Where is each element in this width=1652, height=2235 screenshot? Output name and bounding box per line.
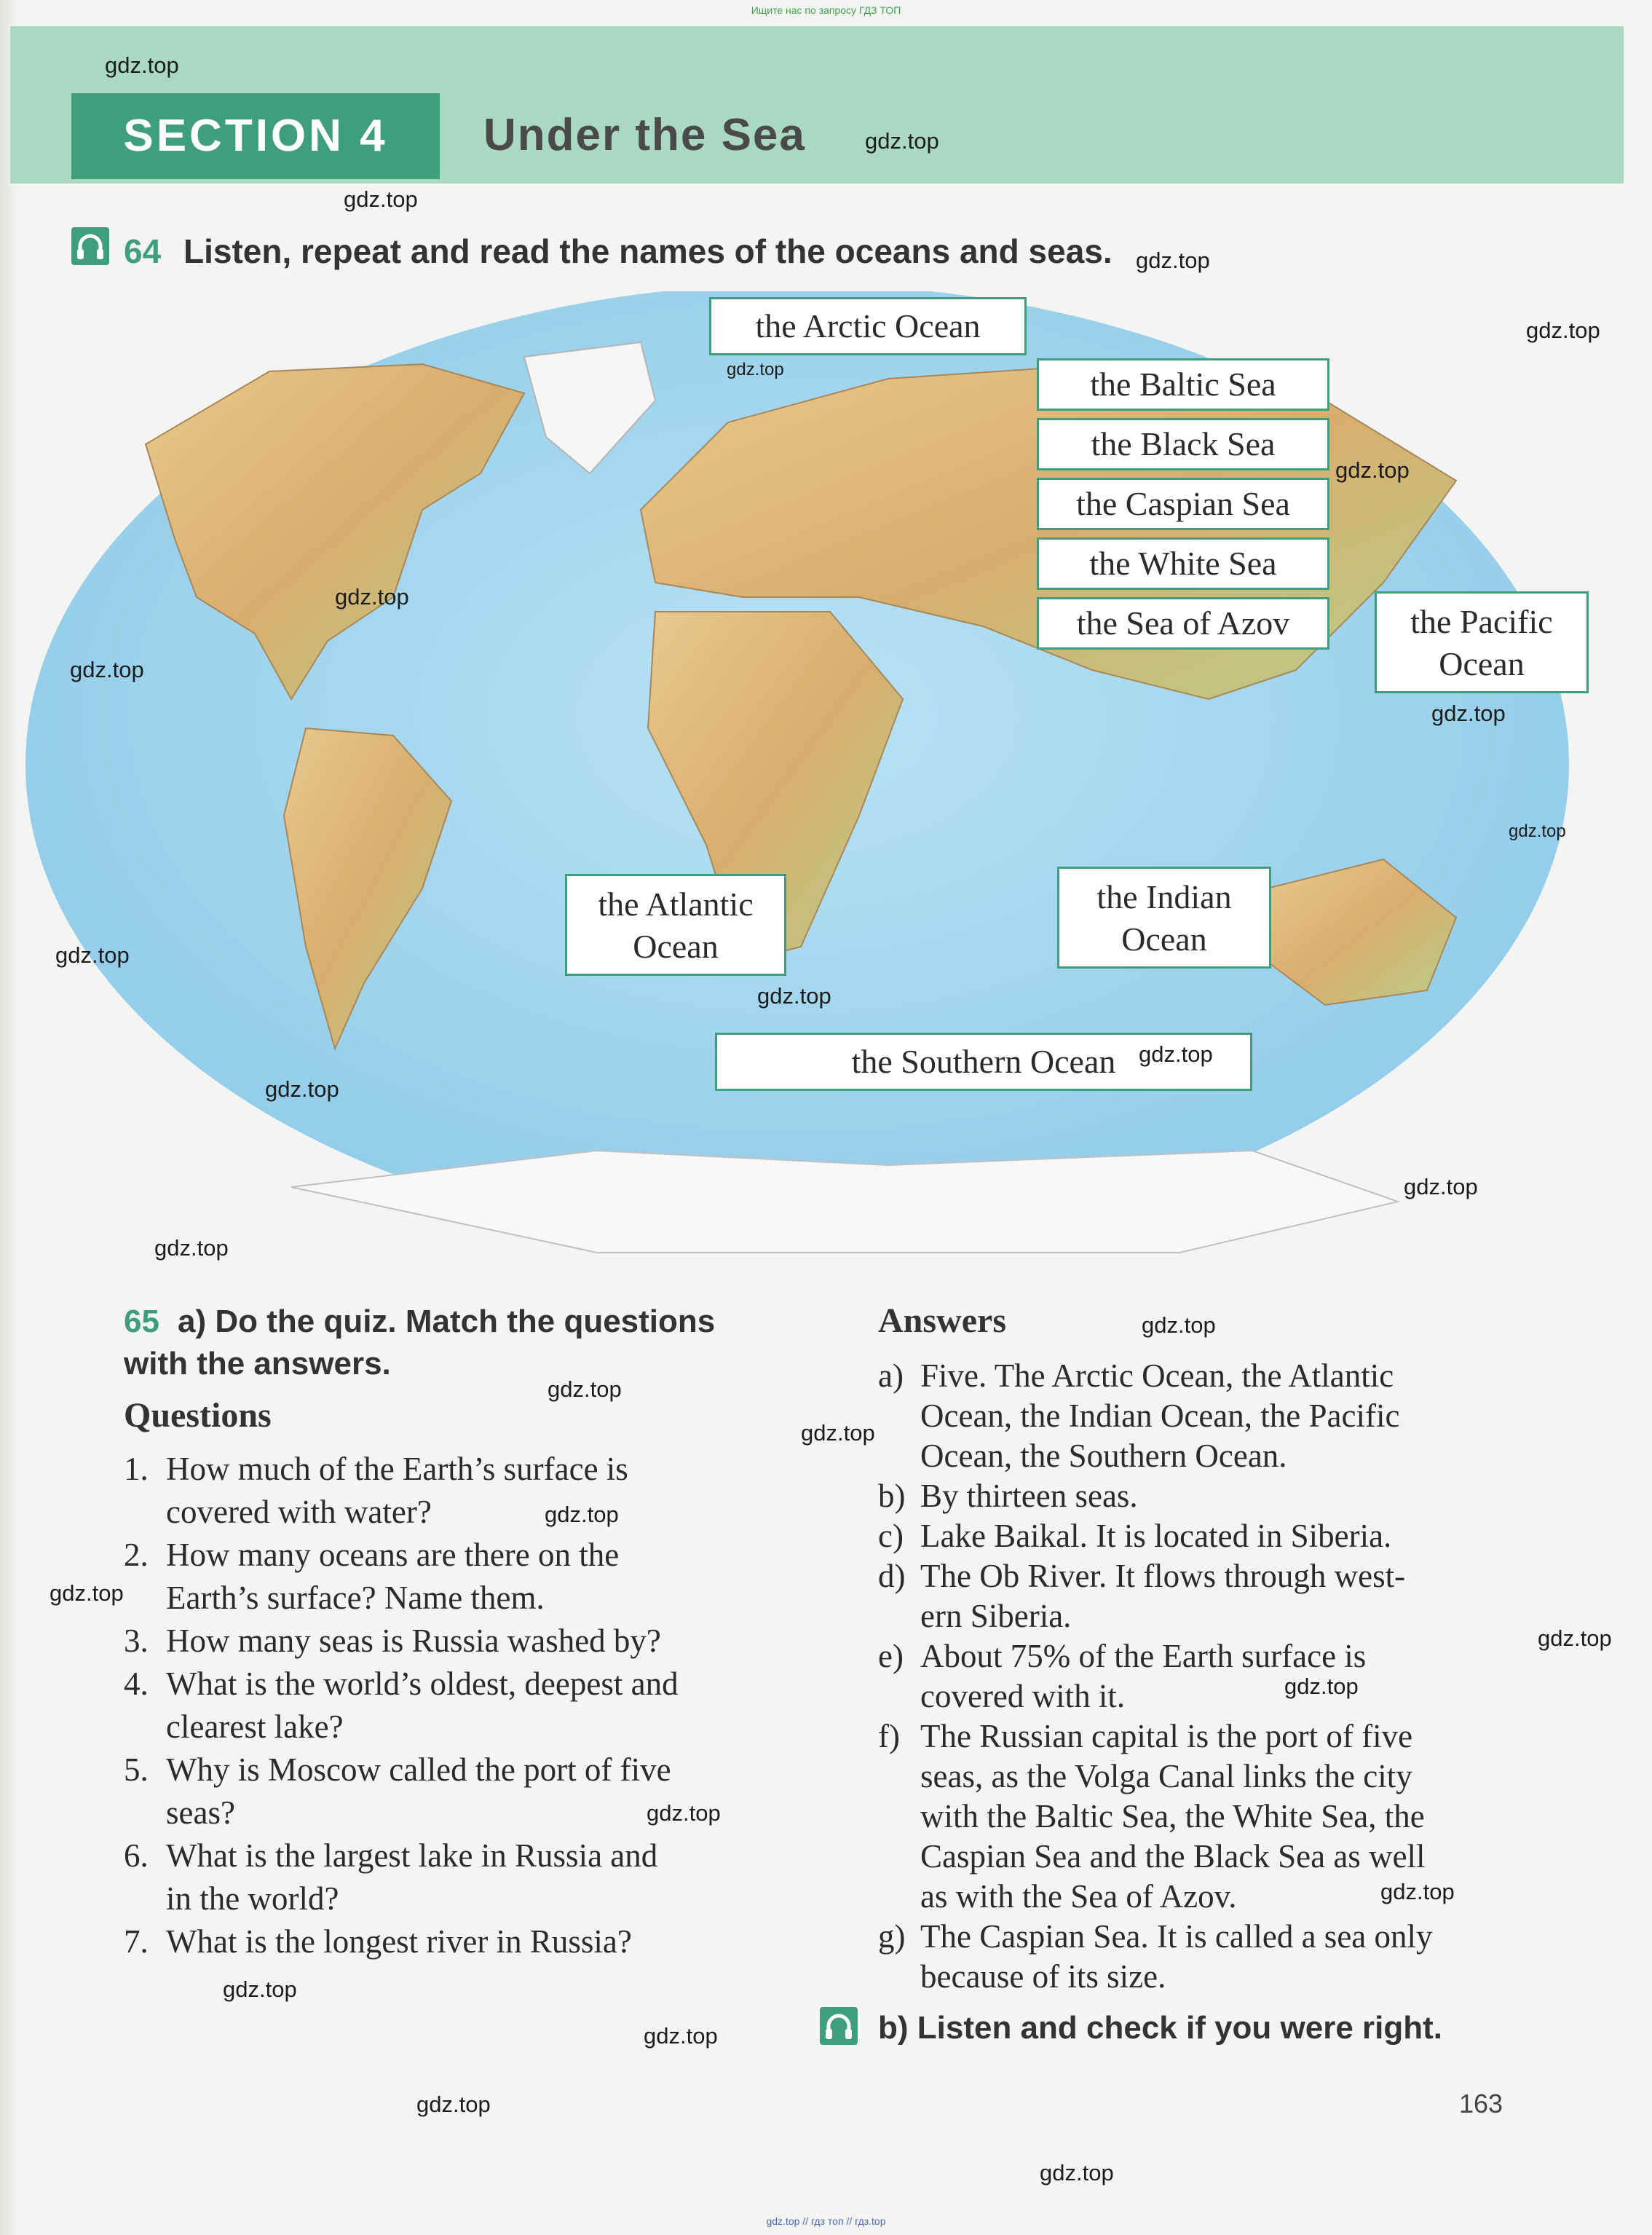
watermark: gdz.top bbox=[55, 942, 130, 968]
item-text-line: as with the Sea of Azov. bbox=[920, 1878, 1237, 1915]
item-text-line: What is the largest lake in Russia and bbox=[166, 1837, 658, 1874]
label-white-sea: the White Sea bbox=[1037, 537, 1329, 590]
item-text-line: Caspian Sea and the Black Sea as well bbox=[920, 1838, 1426, 1875]
watermark: gdz.top bbox=[223, 1976, 297, 2002]
list-item bbox=[878, 1915, 1504, 1995]
list-item bbox=[124, 1534, 750, 1620]
list-item bbox=[878, 1635, 1504, 1715]
watermark: gdz.top bbox=[757, 983, 831, 1009]
watermark: gdz.top bbox=[154, 1235, 229, 1261]
list-item bbox=[878, 1355, 1504, 1475]
watermark: gdz.top bbox=[1136, 248, 1210, 273]
item-text-line: How much of the Earth’s surface is bbox=[166, 1451, 628, 1487]
item-number: a) bbox=[878, 1357, 904, 1394]
item-text-line: covered with water? bbox=[166, 1494, 432, 1530]
list-item bbox=[124, 1620, 750, 1663]
watermark: gdz.top bbox=[1431, 701, 1506, 726]
top-note: Ищите нас по запросу ГДЗ ТОП bbox=[751, 4, 901, 16]
item-number: e) bbox=[878, 1638, 904, 1674]
watermark: gdz.top bbox=[727, 360, 784, 379]
label-baltic-sea: the Baltic Sea bbox=[1037, 358, 1329, 411]
item-text-line: in the world? bbox=[166, 1880, 339, 1917]
watermark: gdz.top bbox=[1139, 1041, 1213, 1067]
item-number: 6. bbox=[124, 1837, 149, 1874]
label-indian-line-1: the Indian bbox=[1096, 878, 1232, 915]
item-text-line: Ocean, the Southern Ocean. bbox=[920, 1438, 1287, 1474]
watermark: gdz.top bbox=[801, 1420, 875, 1446]
list-item bbox=[878, 1515, 1504, 1555]
item-number: g) bbox=[878, 1918, 906, 1955]
item-text-line: What is the world’s oldest, deepest and bbox=[166, 1666, 679, 1702]
questions-list bbox=[124, 1448, 750, 1958]
section-title: Under the Sea bbox=[483, 110, 806, 160]
item-text-line: clearest lake? bbox=[166, 1708, 344, 1745]
item-number: 4. bbox=[124, 1666, 149, 1702]
watermark: gdz.top bbox=[265, 1076, 339, 1102]
item-text-line: The Ob River. It flows through west- bbox=[920, 1558, 1406, 1594]
item-text-line: because of its size. bbox=[920, 1958, 1166, 1995]
item-text-line: Ocean, the Indian Ocean, the Pacific bbox=[920, 1398, 1400, 1434]
item-text-line: ern Siberia. bbox=[920, 1598, 1072, 1634]
watermark: gdz.top bbox=[1404, 1174, 1478, 1199]
watermark: gdz.top bbox=[416, 2092, 491, 2117]
section-label: SECTION 4 bbox=[123, 111, 388, 161]
page-number: 163 bbox=[1459, 2089, 1503, 2118]
label-atlantic-line-2: Ocean bbox=[633, 928, 719, 965]
item-number: 3. bbox=[124, 1623, 149, 1659]
exercise-instruction: Listen, repeat and read the names of the oceans and seas. bbox=[183, 232, 1112, 270]
item-number: 5. bbox=[124, 1751, 149, 1788]
label-southern-ocean: the Southern Ocean bbox=[715, 1033, 1252, 1091]
label-caspian-sea: the Caspian Sea bbox=[1037, 478, 1329, 530]
item-text-line: Lake Baikal. It is located in Siberia. bbox=[920, 1518, 1392, 1554]
watermark: gdz.top bbox=[545, 1502, 619, 1527]
watermark: gdz.top bbox=[50, 1580, 124, 1606]
item-text-line: How many oceans are there on the bbox=[166, 1537, 620, 1573]
watermark: gdz.top bbox=[1284, 1674, 1359, 1699]
item-text-line: By thirteen seas. bbox=[920, 1478, 1138, 1514]
item-text-line: About 75% of the Earth surface is bbox=[920, 1638, 1367, 1674]
exercise-65-instruction: a) Do the quiz. Match the questions bbox=[178, 1304, 716, 1339]
label-pacific-line-2: Ocean bbox=[1439, 645, 1525, 682]
watermark: gdz.top bbox=[105, 52, 179, 78]
item-number: d) bbox=[878, 1558, 906, 1594]
item-text-line: Earth’s surface? Name them. bbox=[166, 1580, 545, 1616]
exercise-number: 64 bbox=[124, 232, 162, 270]
watermark: gdz.top bbox=[1538, 1625, 1612, 1651]
item-number: 2. bbox=[124, 1537, 149, 1573]
item-text-line: Five. The Arctic Ocean, the Atlantic bbox=[920, 1357, 1394, 1394]
bottom-note: gdz.top // гдз топ // гдз.top bbox=[766, 2215, 886, 2227]
watermark: gdz.top bbox=[1142, 1312, 1216, 1338]
watermark: gdz.top bbox=[1380, 1879, 1455, 1904]
exercise-65b-instruction: b) Listen and check if you were right. bbox=[878, 2010, 1443, 2046]
watermark: gdz.top bbox=[70, 657, 144, 682]
item-text-line: What is the longest river in Russia? bbox=[166, 1923, 632, 1960]
list-item bbox=[878, 1555, 1504, 1635]
label-indian-ocean bbox=[1057, 867, 1271, 969]
item-number: 7. bbox=[124, 1923, 149, 1960]
label-black-sea: the Black Sea bbox=[1037, 418, 1329, 470]
item-text-line: The Caspian Sea. It is called a sea only bbox=[920, 1918, 1433, 1955]
watermark: gdz.top bbox=[548, 1376, 622, 1402]
watermark: gdz.top bbox=[344, 186, 418, 212]
label-atlantic-line-1: the Atlantic bbox=[598, 886, 754, 923]
item-number: c) bbox=[878, 1518, 904, 1554]
watermark: gdz.top bbox=[865, 128, 939, 154]
item-text-line: Why is Moscow called the port of five bbox=[166, 1751, 671, 1788]
watermark: gdz.top bbox=[647, 1800, 721, 1826]
world-map bbox=[15, 291, 1580, 1260]
headphones-icon[interactable] bbox=[71, 227, 109, 265]
headphones-icon-b[interactable] bbox=[820, 2007, 858, 2045]
list-item bbox=[124, 1448, 750, 1534]
item-text-line: with the Baltic Sea, the White Sea, the bbox=[920, 1798, 1425, 1834]
exercise-65-instruction-cont: with the answers. bbox=[124, 1346, 391, 1381]
label-sea-of-azov: the Sea of Azov bbox=[1037, 597, 1329, 650]
questions-heading: Questions bbox=[124, 1396, 272, 1435]
item-text-line: The Russian capital is the port of five bbox=[920, 1718, 1413, 1754]
item-text-line: covered with it. bbox=[920, 1678, 1126, 1714]
watermark: gdz.top bbox=[1526, 318, 1600, 343]
answers-heading: Answers bbox=[878, 1301, 1006, 1340]
label-atlantic-ocean bbox=[565, 874, 786, 976]
watermark: gdz.top bbox=[1509, 821, 1566, 841]
item-text-line: seas, as the Volga Canal links the city bbox=[920, 1758, 1412, 1794]
list-item bbox=[124, 1834, 750, 1920]
exercise-65-number: 65 bbox=[124, 1304, 159, 1339]
label-pacific-ocean bbox=[1375, 591, 1589, 693]
label-arctic-ocean: the Arctic Ocean bbox=[709, 297, 1027, 355]
item-text-line: seas? bbox=[166, 1794, 235, 1831]
item-number: f) bbox=[878, 1718, 900, 1754]
list-item bbox=[124, 1663, 750, 1749]
item-number: 1. bbox=[124, 1451, 149, 1487]
watermark: gdz.top bbox=[335, 584, 409, 610]
watermark: gdz.top bbox=[644, 2023, 718, 2049]
watermark: gdz.top bbox=[1335, 457, 1410, 483]
list-item bbox=[878, 1475, 1504, 1515]
label-pacific-line-1: the Pacific bbox=[1410, 603, 1553, 640]
item-text-line: How many seas is Russia washed by? bbox=[166, 1623, 661, 1659]
item-number: b) bbox=[878, 1478, 906, 1514]
list-item bbox=[124, 1920, 750, 1963]
label-indian-line-2: Ocean bbox=[1121, 921, 1207, 958]
watermark: gdz.top bbox=[1040, 2160, 1114, 2185]
